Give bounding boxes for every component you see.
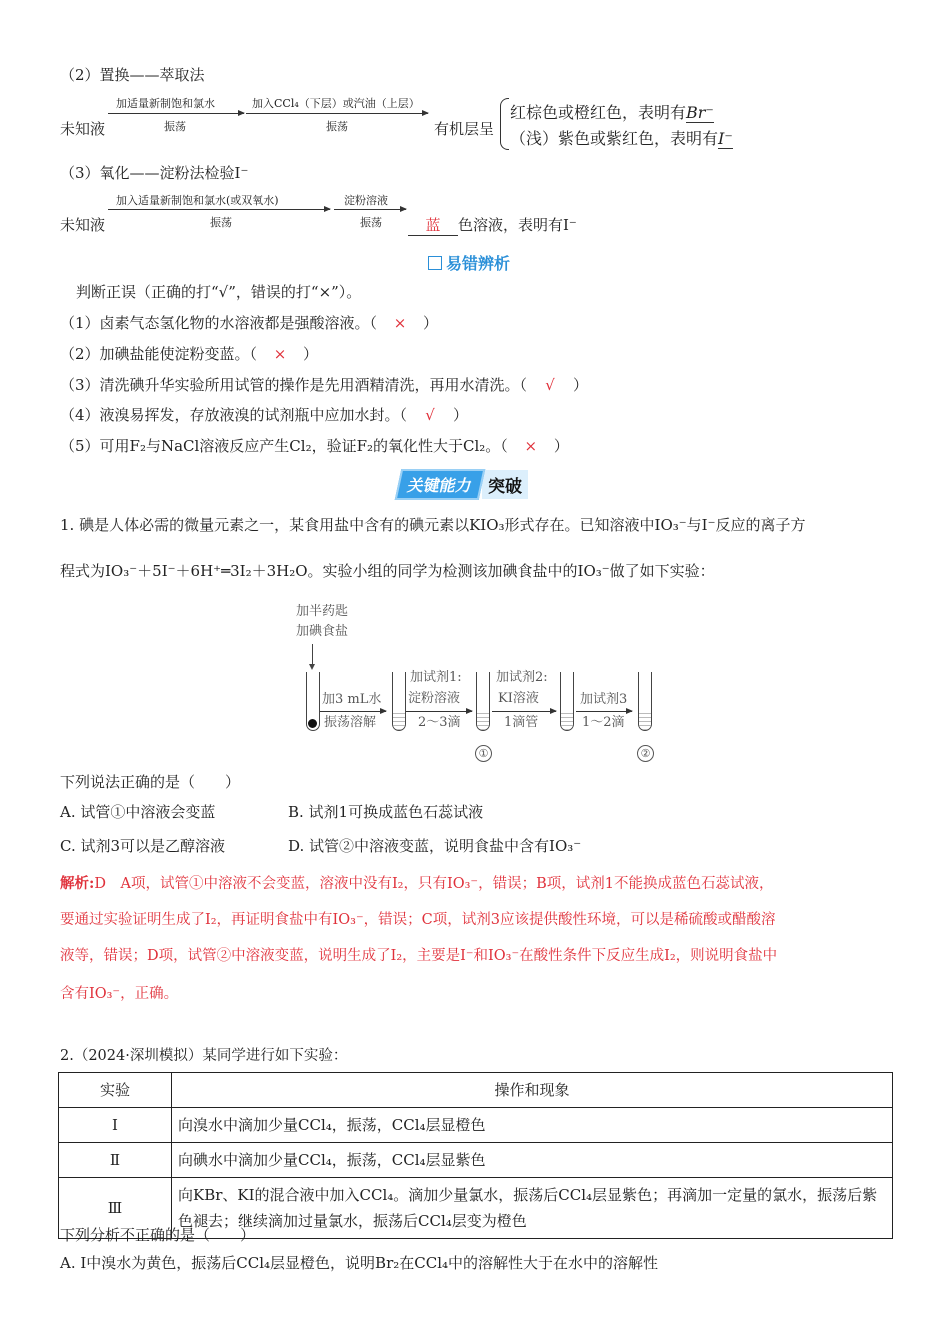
arrow-icon [108, 113, 244, 114]
test-tube [306, 672, 320, 731]
table-row [59, 1143, 893, 1178]
q1-line1: 1. 碘是人体必需的微量元素之一，某食用盐中含有的碘元素以KIO₃形式存在。已知溶液中IO₃⁻与I⁻反应的离子方 [60, 516, 806, 534]
section-2-result: 有机层呈 [434, 120, 495, 138]
errors-instruction: 判断正误（正确的打“√”，错误的打“×”）。 [76, 283, 362, 301]
q1-option-c: C. 试剂3可以是乙醇溶液 [60, 837, 226, 855]
arrow-icon [246, 113, 428, 114]
q1-option-a: A. 试管①中溶液会变蓝 [60, 803, 216, 821]
arrow-icon [320, 711, 386, 712]
down-arrow-icon [312, 644, 313, 666]
section-2-step2-bottom: 振荡 [326, 120, 348, 133]
test-tube [392, 672, 406, 731]
badge-part1: 关键能力 [395, 469, 486, 500]
section-2-start: 未知液 [60, 120, 106, 138]
error-item-text: （3）清洗碘升华实验所用试管的操作是先用酒精清洗，再用水清洗。（ [60, 376, 528, 394]
branch1-ion: Br⁻ [686, 103, 714, 122]
fig-add-salt-2: 加碘食盐 [296, 624, 349, 639]
section-2-branch2 [510, 126, 733, 149]
error-item-close: ） [453, 406, 469, 424]
liquid [477, 710, 489, 730]
error-item-text: （4）液溴易挥发，存放液溴的试剂瓶中应加水封。（ [60, 406, 408, 424]
fig-step1-bottom: 振荡溶解 [324, 715, 377, 730]
error-item-close: ） [423, 314, 439, 332]
fig-step2-bottom: 2～3滴 [418, 715, 461, 730]
arrowhead-icon [309, 664, 315, 670]
badge-part2: 突破 [482, 470, 528, 499]
error-item-mark: √ [425, 406, 435, 424]
liquid [639, 710, 651, 730]
fig-step4-top: 加试剂3 [580, 692, 628, 707]
table-cell: 向KBr、KI的混合液中加入CCl₄。滴加少量氯水，振荡后CCl₄层显紫色；再滴加一定量的氯水，振荡后紫色褪去；继续滴加过量氯水，振荡后CCl₄层变为橙色 [172, 1178, 893, 1239]
fig-step2-mid: 淀粉溶液 [408, 691, 461, 706]
error-item-close: ） [303, 345, 319, 363]
q1-answer-line2: 要通过实验证明生成了I₂，再证明食盐中有IO₃⁻，错误；C项，试剂3应该提供酸性环境，可以是稀硫酸或醋酸溶 [60, 912, 776, 928]
error-item [60, 374, 588, 395]
error-item-close: ） [553, 437, 569, 455]
q2-stem: 下列分析不正确的是（ ） [60, 1226, 256, 1244]
q2-option-a: A. Ⅰ中溴水为黄色，振荡后CCl₄层显橙色，说明Br₂在CCl₄中的溶解性大于在水中的溶解性 [60, 1254, 659, 1272]
q2-title: 2.（2024·深圳模拟）某同学进行如下实验： [60, 1048, 348, 1064]
checkbox-icon [428, 256, 442, 270]
brace-icon [500, 98, 509, 150]
error-item-mark: × [524, 437, 538, 455]
experiment-table [58, 1072, 893, 1239]
section-3-step2-bottom: 振荡 [360, 216, 382, 229]
fig-step1-top: 加3 mL水 [322, 692, 382, 707]
error-item-text: （5）可用F₂与NaCl溶液反应产生Cl₂，验证F₂的氧化性大于Cl₂。（ [60, 437, 508, 455]
section-3-step1-bottom: 振荡 [210, 216, 232, 229]
fig-add-salt-1: 加半药匙 [296, 604, 349, 619]
test-tube [638, 672, 652, 731]
blank-answer: 蓝 [408, 214, 458, 236]
arrow-icon [108, 209, 330, 210]
fig-step3-bottom: 1滴管 [504, 715, 539, 730]
error-item-mark: × [393, 314, 407, 332]
section-2-step1-top: 加适量新制饱和氯水 [116, 97, 215, 110]
arrow-icon [406, 711, 472, 712]
section-3-step2-top: 淀粉溶液 [344, 194, 388, 207]
q1-answer-line1 [60, 872, 773, 893]
liquid [561, 710, 573, 730]
q1-option-b: B. 试剂1可换成蓝色石蕊试液 [288, 803, 484, 821]
tube-1-label: ① [475, 745, 492, 762]
arrow-icon [576, 711, 632, 712]
table-header-cell: 操作和现象 [172, 1073, 893, 1108]
branch1-text: 红棕色或橙红色，表明有 [510, 103, 687, 122]
errors-heading-text: 易错辨析 [446, 254, 511, 273]
section-3-result [408, 214, 577, 236]
answer-text: D A项，试管①中溶液不会变蓝，溶液中没有I₂，只有IO₃⁻，错误；B项，试剂1不能换成蓝色石蕊试液， [94, 876, 774, 892]
section-3-step1-top: 加入适量新制饱和氯水(或双氧水) [116, 194, 279, 207]
q1-option-d: D. 试管②中溶液变蓝，说明食盐中含有IO₃⁻ [288, 837, 582, 855]
branch2-ion: I⁻ [718, 129, 733, 148]
error-item-close: ） [573, 376, 589, 394]
test-tube [560, 672, 574, 731]
error-item-text: （2）加碘盐能使淀粉变蓝。（ [60, 345, 258, 363]
error-item [60, 343, 318, 364]
section-2-step2-top: 加入CCl₄（下层）或汽油（上层） [252, 97, 420, 110]
error-item [60, 435, 569, 456]
table-cell: 向碘水中滴加少量CCl₄，振荡，CCl₄层显紫色 [172, 1143, 893, 1178]
fig-step3-mid: KI溶液 [498, 691, 539, 706]
section-3-start: 未知液 [60, 216, 106, 234]
answer-label: 解析: [60, 875, 95, 892]
section-3-title: （3）氧化——淀粉法检验I⁻ [60, 164, 249, 182]
q1-line2: 程式为IO₃⁻＋5I⁻＋6H⁺═3I₂＋3H₂O。实验小组的同学为检测该加碘食盐中的IO₃⁻做了如下实验： [60, 562, 715, 580]
fig-step3-top: 加试剂2: [496, 670, 548, 685]
q1-answer-line4: 含有IO₃⁻，正确。 [60, 986, 179, 1002]
error-item [60, 404, 468, 425]
table-cell: Ⅲ [59, 1178, 172, 1239]
test-tube [476, 672, 490, 731]
error-item [60, 312, 438, 333]
error-item-mark: √ [545, 376, 555, 394]
section-2-branch1 [510, 100, 714, 123]
section-2-step1-bottom: 振荡 [164, 120, 186, 133]
result-text: 色溶液，表明有I⁻ [458, 216, 577, 234]
fig-step4-bottom: 1～2滴 [582, 715, 625, 730]
liquid [393, 710, 405, 730]
table-cell: Ⅱ [59, 1143, 172, 1178]
table-cell: 向溴水中滴加少量CCl₄，振荡，CCl₄层显橙色 [172, 1108, 893, 1143]
q1-stem: 下列说法正确的是（ ） [60, 773, 241, 791]
fig-step2-top: 加试剂1: [410, 670, 462, 685]
table-header-row [59, 1073, 893, 1108]
section-badge [398, 470, 528, 498]
error-item-mark: × [273, 345, 287, 363]
q1-answer-line3: 液等，错误；D项，试管②中溶液变蓝，说明生成了I₂，主要是I⁻和IO₃⁻在酸性条件下反应生成I₂，则说明食盐中 [60, 948, 778, 964]
arrow-icon [492, 711, 556, 712]
arrow-icon [334, 209, 406, 210]
tube-2-label: ② [637, 745, 654, 762]
table-cell: Ⅰ [59, 1108, 172, 1143]
salt-solid [308, 719, 317, 728]
table-row [59, 1108, 893, 1143]
branch2-text: （浅）紫色或紫红色，表明有 [510, 129, 719, 148]
table-header-cell: 实验 [59, 1073, 172, 1108]
error-item-text: （1）卤素气态氢化物的水溶液都是强酸溶液。（ [60, 314, 378, 332]
errors-heading [428, 251, 510, 274]
section-2-title: （2）置换——萃取法 [60, 66, 205, 84]
